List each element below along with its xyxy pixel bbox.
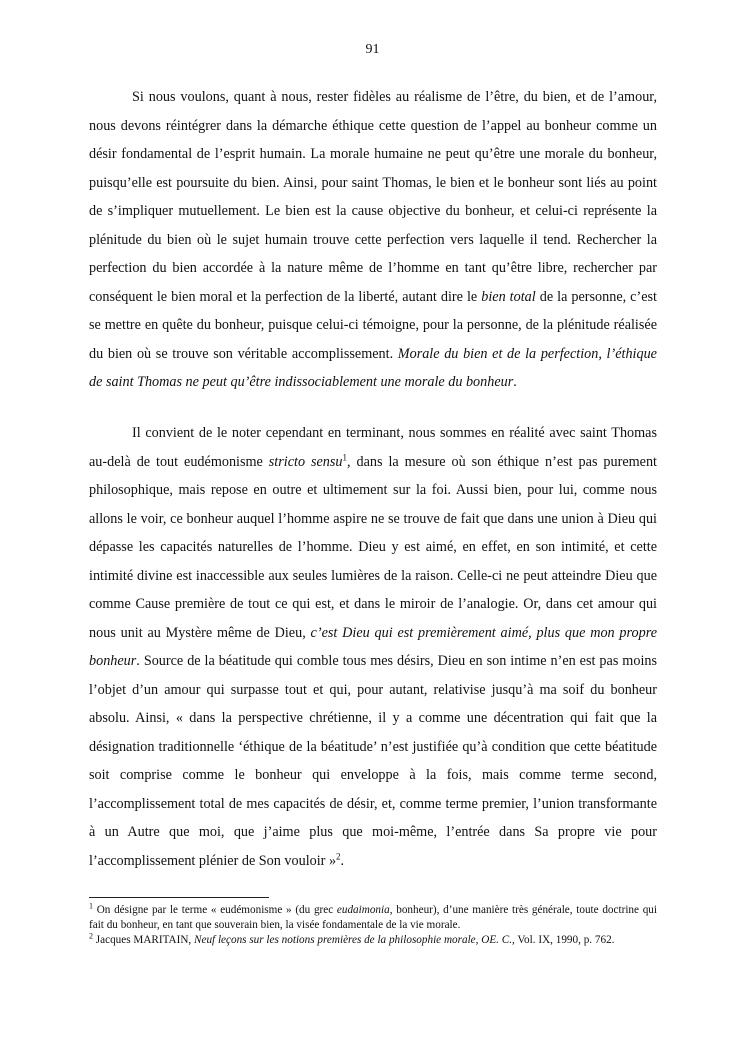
text-run: , <box>475 933 482 946</box>
footnote-number: 2 <box>89 930 93 940</box>
paragraph-indent <box>89 89 132 105</box>
text-run: Jacques MARITAIN, <box>93 933 195 946</box>
text-run: , Vol. IX, 1990, p. 762. <box>512 933 615 946</box>
text-run: . <box>340 852 345 869</box>
text-run: de la personne, c’est se mettre en quête du bonheur, puisque celui-ci témoigne, pour la personne, de la plénitude réalisée du bien où se trouve son véritable accomplissement. <box>89 288 657 362</box>
text-run: . <box>513 374 517 390</box>
text-run: . Source de la béatitude qui comble tous mes désirs, Dieu en son intime n’en est pas moins l’objet d’un amour qui surpasse tout et qui, pour autant, relativise jusqu’à ma soif du bonheur absolu. Ainsi, « dans la perspective chrétienne, il y a comme une décentration qui fait que la désignation traditionnelle ‘éthique de la béatitude’ n’est justifiée qu’à condition que cette béatitude soit comprise comme le bonheur qui enveloppe à la fois, mais comme terme second, l’accomplissement total de mes capacités de désir, et, comme terme premier, l’union transformante à un Autre que moi, que j’aime plus que moi-même, l’entrée dans Sa propre vie pour l’accomplissement plénier de Son vouloir » <box>89 653 657 869</box>
footnote-2 <box>89 930 657 948</box>
footnote-separator <box>89 897 269 898</box>
footnote-1 <box>89 903 657 933</box>
text-run: Si nous voulons, quant à nous, rester fidèles au réalisme de l’être, du bien, et de l’amour, nous devons réintégrer dans la démarche éthique cette question de l’appel au bonheur comme un désir fondamental de l’esprit humain. La morale humaine ne peut qu’être une morale du bonheur, puisqu’elle est poursuite du bien. Ainsi, pour saint Thomas, le bien et le bonheur sont liés au point de s’impliquer mutuellement. Le bien est la cause objective du bonheur, et celui-ci représente la plénitude du bien où le sujet humain trouve cette perfection vers laquelle il tend. Rechercher la perfection du bien accordée à la nature même de l’homme en tant qu’être libre, rechercher par conséquent le bien moral et la perfection de la liberté, autant dire le <box>89 89 657 305</box>
italic-run: bien total <box>481 288 536 305</box>
italic-run: Neuf leçons sur les notions premières de la philosophie morale <box>194 933 476 946</box>
text-run: , dans la mesure où son éthique n’est pas purement philosophique, mais repose en outre et ultimement sur la foi. Aussi bien, pour lui, comme nous allons le voir, ce bonheur auquel l’homme aspire ne se trouve de fait que dans une union à Dieu qui dépasse les capacités naturelles de l’homme. Dieu y est aimé, en effet, en son intimité, et cette intimité divine est inaccessible aux seules lumières de la raison. Celle-ci ne peut atteindre Dieu que comme Cause première de tout ce qui est, et dans le miroir de l’analogie. Or, dans cet amour qui nous unit au Mystère même de Dieu, <box>89 453 657 641</box>
italic-run: eudaimonia <box>336 904 390 916</box>
page-number: 91 <box>365 42 380 57</box>
paragraph-beyond-eudemonism <box>89 419 657 875</box>
italic-run: c’est Dieu qui est premièrement aimé, plus que mon propre bonheur <box>89 624 658 669</box>
paragraph-indent <box>89 425 132 441</box>
footnote-ref-2[interactable]: 2 <box>336 850 341 861</box>
footnote-ref-1[interactable]: 1 <box>342 451 348 462</box>
text-run: Il convient de le noter cependant en terminant, nous sommes en réalité avec saint Thomas au-delà de tout eudémonisme <box>89 425 657 470</box>
paragraph-realism-happiness <box>89 83 657 397</box>
text-run: On désigne par le terme « eudémonisme » (du grec <box>93 904 337 916</box>
footnote-number: 1 <box>89 901 93 911</box>
italic-run: stricto sensu <box>268 453 343 470</box>
italic-run: Morale du bien et de la perfection, l’éthique de saint Thomas ne peut qu’être indissociablement une morale du bonheur <box>89 345 657 390</box>
text-run: , bonheur), d’une manière très générale, toute doctrine qui fait du bonheur, en tant que souverain bien, la visée fondamentale de la vie morale. <box>89 904 657 931</box>
italic-run: OE. C. <box>481 933 513 946</box>
footnotes <box>89 903 657 947</box>
